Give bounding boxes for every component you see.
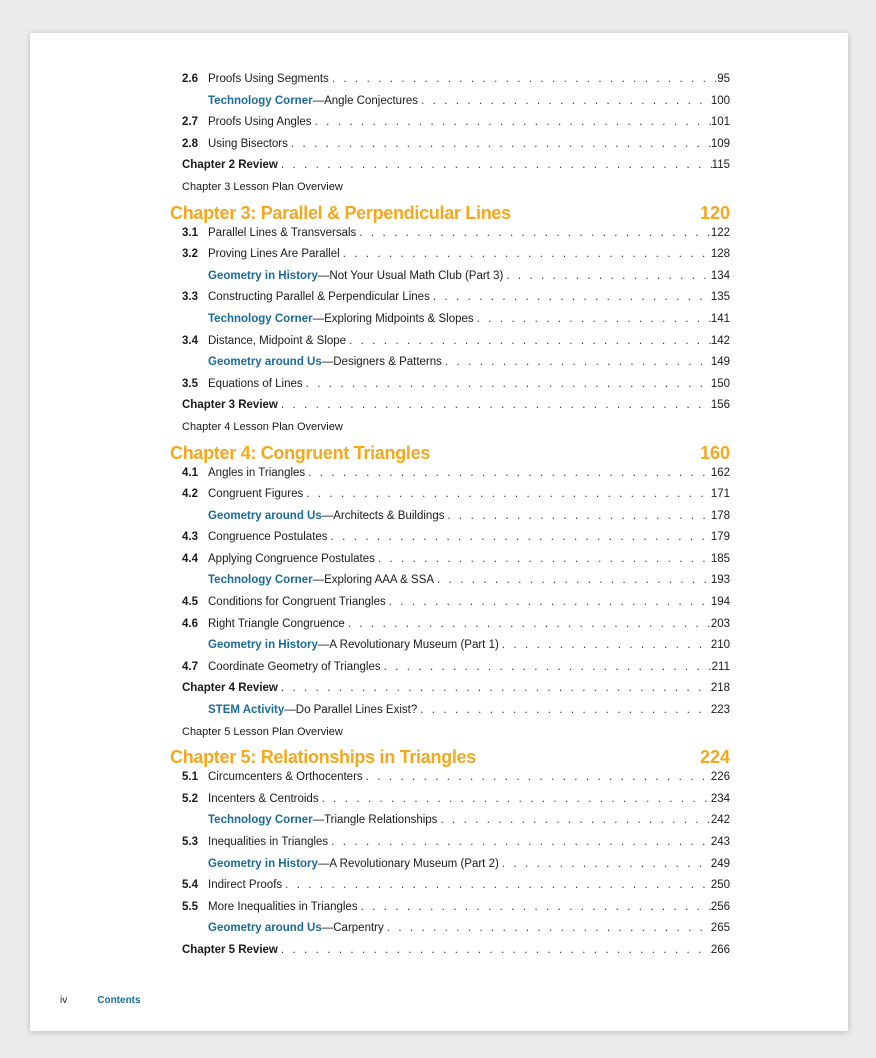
lesson-number: 4.3 (182, 531, 198, 544)
feature-label: Geometry around Us (208, 509, 322, 522)
entry-title: Proofs Using Angles (208, 116, 312, 129)
footer-page-number: iv (60, 995, 68, 1006)
entry-title: Conditions for Congruent Triangles (208, 596, 386, 609)
chapter-heading[interactable] (170, 747, 730, 771)
feature-label: Technology Corner (208, 814, 313, 827)
entry-page-number: 95 (717, 73, 730, 85)
dot-leader (312, 116, 711, 128)
entry-page-number: 122 (710, 226, 730, 239)
lesson-number: 5.3 (182, 836, 198, 848)
entry-title: Constructing Parallel & Perpendicular Lines (208, 291, 430, 304)
chapter-heading[interactable] (170, 443, 730, 467)
feature-label: STEM Activity (208, 704, 285, 717)
dot-leader (328, 531, 711, 543)
lesson-number: 5.1 (182, 771, 198, 784)
dot-leader (303, 378, 711, 390)
dot-leader (282, 879, 711, 891)
lesson-number: 4.6 (182, 617, 198, 630)
feature-entry[interactable] (182, 814, 730, 836)
dot-leader (444, 510, 710, 522)
entry-title: Chapter 4 Lesson Plan Overview (182, 420, 343, 433)
lesson-number: 2.8 (182, 137, 198, 150)
dot-leader (278, 944, 711, 956)
lesson-entry[interactable] (182, 596, 730, 618)
chapter-heading[interactable] (170, 203, 730, 227)
lesson-entry[interactable] (182, 248, 730, 270)
dot-leader (375, 553, 711, 565)
entry-title (208, 313, 474, 325)
dot-leader (434, 574, 711, 586)
dot-leader (288, 138, 711, 150)
dot-leader (384, 922, 711, 934)
entry-page-number: 128 (710, 248, 730, 261)
entry-title: Proving Lines Are Parallel (208, 248, 340, 261)
feature-title: —Carpentry (321, 922, 384, 935)
feature-label: Technology Corner (208, 94, 313, 107)
feature-title: —Exploring Midpoints & Slopes (312, 312, 474, 325)
review-entry[interactable] (182, 399, 730, 421)
lesson-number: 3.3 (182, 291, 198, 304)
dot-leader (499, 639, 711, 651)
dot-leader (319, 793, 711, 805)
feature-entry[interactable] (182, 510, 730, 532)
lesson-entry[interactable] (182, 901, 730, 923)
dot-leader (358, 901, 711, 913)
entry-page-number: 211 (711, 660, 730, 673)
lesson-entry[interactable] (182, 531, 730, 553)
entry-title: Parallel Lines & Transversals (208, 226, 357, 239)
lesson-number: 4.7 (182, 660, 198, 673)
feature-entry[interactable] (182, 313, 730, 335)
entry-title: Incenters & Centroids (208, 792, 319, 805)
entry-page-number: 109 (710, 137, 730, 150)
entry-title: Chapter 5 Review (182, 943, 278, 956)
feature-entry[interactable] (182, 922, 730, 944)
entry-title: Angles in Triangles (208, 466, 306, 479)
entry-page-number: 249 (710, 857, 730, 870)
review-entry[interactable] (182, 944, 730, 966)
entry-title (208, 639, 499, 651)
entry-title: Chapter 2 Review (182, 159, 278, 172)
entry-title: Indirect Proofs (208, 879, 283, 892)
lesson-entry[interactable] (182, 618, 730, 640)
feature-entry[interactable] (182, 356, 730, 378)
dot-leader (328, 836, 711, 848)
entry-title (208, 704, 417, 716)
entry-page-number: 135 (710, 291, 730, 304)
dot-leader (340, 248, 711, 260)
entry-title: Equations of Lines (208, 377, 303, 390)
review-entry[interactable] (182, 682, 730, 704)
entry-page-number: 234 (710, 792, 730, 805)
entry-title: Coordinate Geometry of Triangles (208, 660, 381, 673)
chapter-title: Chapter 4: Congruent Triangles (170, 442, 431, 463)
entry-title: Congruence Postulates (208, 531, 328, 544)
dot-leader (474, 313, 711, 325)
entry-title: Chapter 5 Lesson Plan Overview (182, 725, 343, 738)
entry-page-number: 134 (710, 269, 730, 282)
entry-title: Using Bisectors (208, 137, 288, 150)
lesson-entry[interactable] (182, 488, 730, 510)
entry-page-number: 115 (711, 159, 730, 172)
lesson-entry[interactable] (182, 771, 730, 793)
entry-title (208, 510, 444, 522)
entry-title (208, 270, 503, 282)
entry-title: Chapter 4 Review (182, 682, 278, 695)
lesson-number: 4.1 (182, 466, 198, 479)
entry-title (208, 814, 437, 826)
entry-title: Chapter 3 Review (182, 399, 278, 412)
lesson-number: 3.1 (182, 226, 198, 239)
lesson-number: 3.5 (182, 377, 198, 390)
dot-leader (346, 335, 711, 347)
feature-entry[interactable] (182, 270, 730, 292)
feature-label: Geometry in History (208, 269, 318, 282)
feature-label: Technology Corner (208, 574, 313, 587)
entry-title: Inequalities in Triangles (208, 836, 329, 848)
dot-leader (356, 227, 711, 239)
review-entry[interactable] (182, 159, 730, 181)
feature-label: Geometry in History (208, 857, 318, 870)
feature-title: —Designers & Patterns (321, 356, 442, 369)
entry-title: Congruent Figures (208, 488, 304, 501)
entry-page-number: 185 (710, 552, 730, 565)
lesson-entry[interactable] (182, 138, 730, 160)
entry-page-number: 101 (710, 116, 730, 129)
chapter-title: Chapter 5: Relationships in Triangles (170, 747, 476, 768)
entry-page-number: 203 (710, 617, 730, 630)
entry-page-number: 179 (710, 531, 730, 544)
feature-title: —Do Parallel Lines Exist? (284, 704, 418, 717)
dot-leader (345, 618, 711, 630)
entry-title: Right Triangle Congruence (208, 617, 345, 630)
footer-label: Contents (97, 995, 141, 1006)
lesson-number: 3.2 (182, 248, 198, 261)
lesson-plan-overview[interactable] (182, 726, 730, 748)
entry-title: Circumcenters & Orthocenters (208, 771, 363, 784)
feature-entry[interactable] (182, 639, 730, 661)
feature-label: Geometry around Us (208, 922, 322, 935)
lesson-number: 5.2 (182, 792, 198, 805)
entry-page-number: 242 (710, 814, 730, 827)
feature-title: —Not Your Usual Math Club (Part 3) (317, 269, 504, 282)
feature-label: Technology Corner (208, 312, 313, 325)
entry-page-number: 171 (710, 488, 730, 501)
dot-leader (278, 399, 711, 411)
dot-leader (278, 159, 712, 171)
dot-leader (437, 814, 710, 826)
entry-title (208, 356, 442, 368)
lesson-number: 2.7 (182, 116, 198, 129)
dot-leader (499, 858, 711, 870)
entry-page-number: 149 (710, 356, 730, 369)
entry-page-number: 265 (710, 922, 730, 935)
dot-leader (381, 661, 712, 673)
dot-leader (442, 356, 711, 368)
dot-leader (363, 771, 711, 783)
dot-leader (417, 704, 711, 716)
lesson-number: 2.6 (182, 73, 198, 85)
entry-page-number: 150 (710, 377, 730, 390)
feature-title: —A Revolutionary Museum (Part 2) (317, 857, 499, 870)
dot-leader (386, 596, 711, 608)
lesson-entry[interactable] (182, 879, 730, 901)
entry-title: Chapter 3 Lesson Plan Overview (182, 180, 343, 193)
lesson-entry[interactable] (182, 553, 730, 575)
feature-entry[interactable] (182, 574, 730, 596)
entry-page-number: 178 (710, 509, 730, 522)
lesson-plan-overview[interactable] (182, 181, 730, 203)
entry-page-number: 193 (710, 574, 730, 587)
entry-page-number: 156 (710, 399, 730, 412)
lesson-entry[interactable] (182, 467, 730, 489)
dot-leader (430, 291, 711, 303)
feature-label: Geometry around Us (208, 356, 322, 369)
dot-leader (329, 73, 717, 85)
entry-page-number: 194 (710, 596, 730, 609)
feature-label: Geometry in History (208, 639, 318, 652)
lesson-entry[interactable] (182, 793, 730, 815)
lesson-number: 4.2 (182, 488, 198, 501)
entry-page-number: 243 (710, 836, 730, 848)
feature-entry[interactable] (182, 858, 730, 880)
feature-title: —A Revolutionary Museum (Part 1) (317, 639, 499, 652)
lesson-number: 5.5 (182, 900, 198, 913)
lesson-entry[interactable] (182, 378, 730, 400)
lesson-entry[interactable] (182, 291, 730, 313)
lesson-entry[interactable] (182, 335, 730, 357)
chapter-page-number: 120 (699, 202, 730, 223)
lesson-entry[interactable] (182, 227, 730, 249)
feature-title: —Exploring AAA & SSA (312, 574, 435, 587)
entry-title: Applying Congruence Postulates (208, 552, 375, 565)
feature-title: —Architects & Buildings (321, 509, 445, 522)
entry-page-number: 162 (710, 466, 730, 479)
feature-entry[interactable] (182, 95, 730, 117)
lesson-entry[interactable] (182, 116, 730, 138)
entry-page-number: 218 (710, 682, 730, 695)
dot-leader (305, 467, 711, 479)
entry-title (208, 95, 418, 107)
table-of-contents (170, 73, 730, 966)
entry-page-number: 141 (710, 312, 730, 325)
entry-page-number: 266 (710, 943, 730, 956)
lesson-number: 5.4 (182, 879, 198, 892)
chapter-page-number: 224 (699, 747, 730, 768)
lesson-entry[interactable] (182, 73, 730, 95)
chapter-title: Chapter 3: Parallel & Perpendicular Lines (170, 202, 511, 223)
entry-title: Proofs Using Segments (208, 73, 329, 85)
entry-title: More Inequalities in Triangles (208, 900, 358, 913)
feature-title: —Triangle Relationships (312, 814, 438, 827)
lesson-number: 4.4 (182, 552, 198, 565)
dot-leader (503, 270, 711, 282)
lesson-plan-overview[interactable] (182, 421, 730, 443)
lesson-entry[interactable] (182, 836, 730, 858)
entry-title (208, 922, 384, 934)
entry-page-number: 210 (710, 639, 730, 652)
dot-leader (278, 682, 711, 694)
entry-page-number: 226 (710, 771, 730, 784)
entry-page-number: 142 (710, 334, 730, 347)
entry-title (208, 574, 434, 586)
lesson-entry[interactable] (182, 661, 730, 683)
dot-leader (418, 95, 711, 107)
entry-page-number: 250 (710, 879, 730, 892)
feature-entry[interactable] (182, 704, 730, 726)
dot-leader (303, 488, 711, 500)
entry-page-number: 256 (710, 900, 730, 913)
chapter-page-number: 160 (699, 442, 730, 463)
lesson-number: 4.5 (182, 596, 198, 609)
lesson-number: 3.4 (182, 334, 198, 347)
entry-page-number: 223 (710, 704, 730, 717)
document-page (30, 33, 848, 1031)
entry-page-number: 100 (710, 94, 730, 107)
entry-title: Distance, Midpoint & Slope (208, 334, 347, 347)
entry-title (208, 858, 499, 870)
feature-title: —Angle Conjectures (312, 94, 419, 107)
page-footer (60, 995, 141, 1006)
